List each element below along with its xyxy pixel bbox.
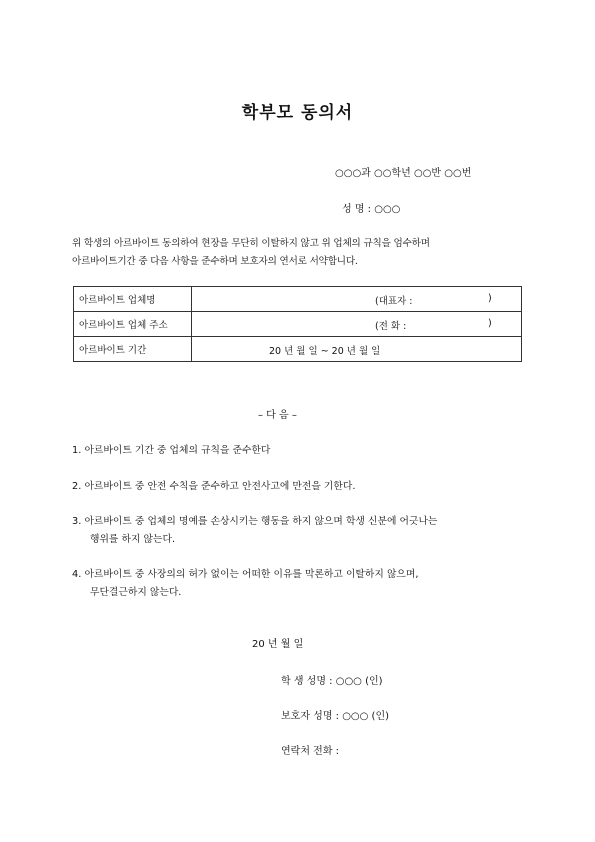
intro-line-2: 아르바이트기간 중 다음 사항을 준수하며 보호자의 연서로 서약합니다. xyxy=(72,256,358,267)
guardian-signature-line: 보호자 성명 : ○○○ (인) xyxy=(281,711,390,722)
list-item-3-cont: 행위를 하지 않는다. xyxy=(90,534,176,545)
date-line: 20 년 월 일 xyxy=(252,639,304,650)
intro-line-1: 위 학생의 아르바이트 동의하여 현장을 무단히 이탈하지 않고 위 업체의 규칙을 엄수하며 xyxy=(72,238,430,249)
phone-label: (전 화 : xyxy=(375,321,407,332)
label-company-name: 아르바이트 업체명 xyxy=(74,287,192,312)
work-period-field[interactable] xyxy=(192,337,522,362)
representative-close: ) xyxy=(488,293,492,304)
student-class-info: ○○○과 ○○학년 ○○반 ○○번 xyxy=(335,168,472,179)
contact-phone-line: 연락처 전화 : xyxy=(281,746,340,757)
phone-close: ) xyxy=(488,318,492,329)
workplace-info-table xyxy=(73,286,522,362)
section-heading: – 다 음 – xyxy=(258,410,297,421)
list-item-1: 1. 아르바이트 기간 중 업체의 규칙을 준수한다 xyxy=(72,445,271,456)
table-row xyxy=(74,312,522,337)
student-name-line: 성 명 : ○○○ xyxy=(342,204,401,215)
list-item-2: 2. 아르바이트 중 안전 수칙을 준수하고 안전사고에 만전을 기한다. xyxy=(72,481,356,492)
list-item-4-cont: 무단결근하지 않는다. xyxy=(90,587,182,598)
table-row xyxy=(74,287,522,312)
student-signature-line: 학 생 성명 : ○○○ (인) xyxy=(281,676,383,687)
table-row xyxy=(74,337,522,362)
document-title: 학부모 동의서 xyxy=(241,103,354,123)
company-name-field[interactable] xyxy=(192,287,522,312)
list-item-4: 4. 아르바이트 중 사장의의 허가 없이는 어떠한 이유를 막론하고 이탈하지 않으며, xyxy=(72,569,419,580)
list-item-3: 3. 아르바이트 중 업체의 명예를 손상시키는 행동을 하지 않으며 학생 신분에 어긋나는 xyxy=(72,516,438,527)
label-company-address: 아르바이트 업체 주소 xyxy=(74,312,192,337)
representative-label: (대표자 : xyxy=(375,296,413,307)
company-address-field[interactable] xyxy=(192,312,522,337)
work-period-value: 20 년 월 일 ~ 20 년 월 일 xyxy=(269,346,381,357)
label-work-period: 아르바이트 기간 xyxy=(74,337,192,362)
